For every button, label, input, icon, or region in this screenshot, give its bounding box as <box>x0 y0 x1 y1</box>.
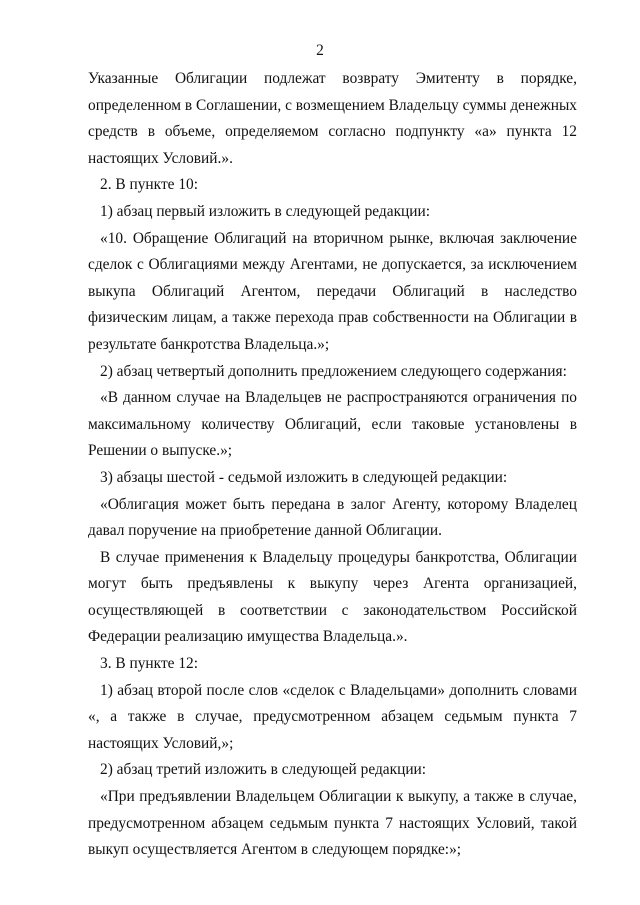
paragraph-returned-bonds: Указанные Облигации подлежат возврату Эмитенту в порядке, определенном в Соглашении, с возмещением Владельцу суммы денежных средств в объеме, определяемом согласно подпункту «а» пункта 12 настоящих Условий.». <box>88 70 577 167</box>
paragraph-subitem-fourth-paragraph: 2) абзац четвертый дополнить предложением следующего содержания: <box>100 362 567 380</box>
document-body <box>88 66 577 864</box>
paragraph-subitem-third-paragraph: 2) абзац третий изложить в следующей редакции: <box>100 761 427 779</box>
paragraph-pledge-text: «Облигация может быть передана в залог Агенту, которому Владелец давал поручение на приобретение данной Облигации. <box>88 495 577 540</box>
paragraph-subitem-first-paragraph: 1) абзац первый изложить в следующей редакции: <box>100 202 431 220</box>
paragraph-restrictions-text: «В данном случае на Владельцев не распространяются ограничения по максимальному количеству Облигаций, если таковые установлены в Решении о выпуске.»; <box>88 389 577 460</box>
paragraph-bankruptcy-text: В случае применения к Владельцу процедуры банкротства, Облигации могут быть предъявлены к выкупу через Агента организацией, осуществляющей в соответствии с законодательством Российской Федерации реализацию имущества Владельца.». <box>88 548 577 646</box>
paragraph-item-3: 3. В пункте 12: <box>100 655 199 673</box>
paragraph-subitem-second-paragraph: 1) абзац второй после слов «сделок с Владельцами» дополнить словами «, а также в случае, предусмотренном абзацем седьмым пункта 7 настоящих Условий,»; <box>88 681 577 752</box>
paragraph-redemption-order: «При предъявлении Владельцем Облигации к выкупу, а также в случае, предусмотренном абзацем седьмым пункта 7 настоящих Условий, такой выкуп осуществляется Агентом в следующем порядке:»; <box>88 788 577 859</box>
paragraph-point-10-text: «10. Обращение Облигаций на вторичном рынке, включая заключение сделок с Облигациями между Агентами, не допускается, за исключением выкупа Облигаций Агентом, передачи Облигаций в наследство физическим лицам, а также перехода прав собственности на Облигации в результате банкротства Владельца.»; <box>88 229 577 353</box>
paragraph-item-2: 2. В пункте 10: <box>100 176 199 194</box>
page-number: 2 <box>316 42 324 59</box>
paragraph-subitem-sixth-seventh: 3) абзацы шестой - седьмой изложить в следующей редакции: <box>100 468 508 486</box>
